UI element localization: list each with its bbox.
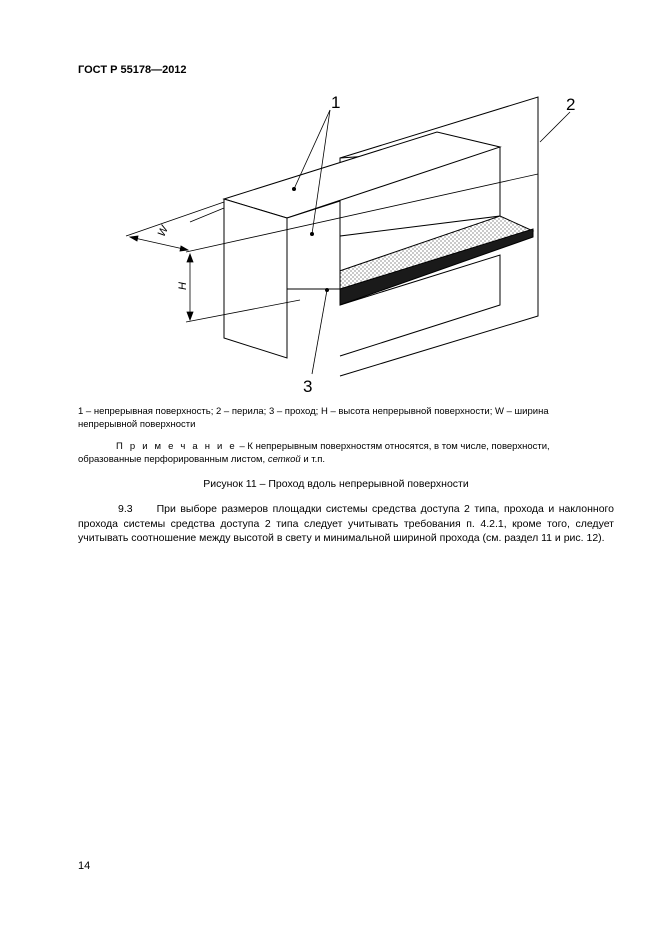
note-lead: П р и м е ч а н и е	[116, 441, 237, 452]
page-number: 14	[78, 860, 91, 872]
label-h: H	[177, 282, 189, 290]
note-italic: сеткой	[267, 454, 301, 465]
paragraph-number: 9.3	[118, 503, 133, 515]
label-w: W	[155, 224, 172, 239]
w-dimension	[130, 236, 188, 251]
paragraph-text: При выборе размеров площадки системы средства доступа 2 типа, прохода и наклонного прохода системы средства доступа 2 типа следует учитывать требования п. 4.2.1, кроме того, следует учитывать соотношение между высотой в свету и минимальной шириной прохода (см. раздел 11 и рис. 12).	[78, 503, 614, 544]
figure-legend: 1 – непрерывная поверхность; 2 – перила; 3 – проход; H – высота непрерывной поверхности; W – ширина непрерывной поверхности	[78, 406, 549, 430]
document-header: ГОСТ Р 55178—2012	[78, 64, 187, 76]
note-text-before: – К непрерывным поверхностям относятся, в том числе, поверхности, образованные перфорированным листом,	[78, 441, 550, 465]
paragraph-9-3	[78, 502, 614, 546]
figure-11-diagram	[0, 0, 661, 400]
label-1: 1	[331, 93, 341, 112]
figure-note	[78, 440, 594, 466]
note-text-after: и т.п.	[300, 454, 326, 465]
figure-caption: Рисунок 11 – Проход вдоль непрерывной поверхности	[203, 478, 469, 490]
label-2: 2	[566, 95, 576, 114]
label-3: 3	[303, 377, 313, 396]
